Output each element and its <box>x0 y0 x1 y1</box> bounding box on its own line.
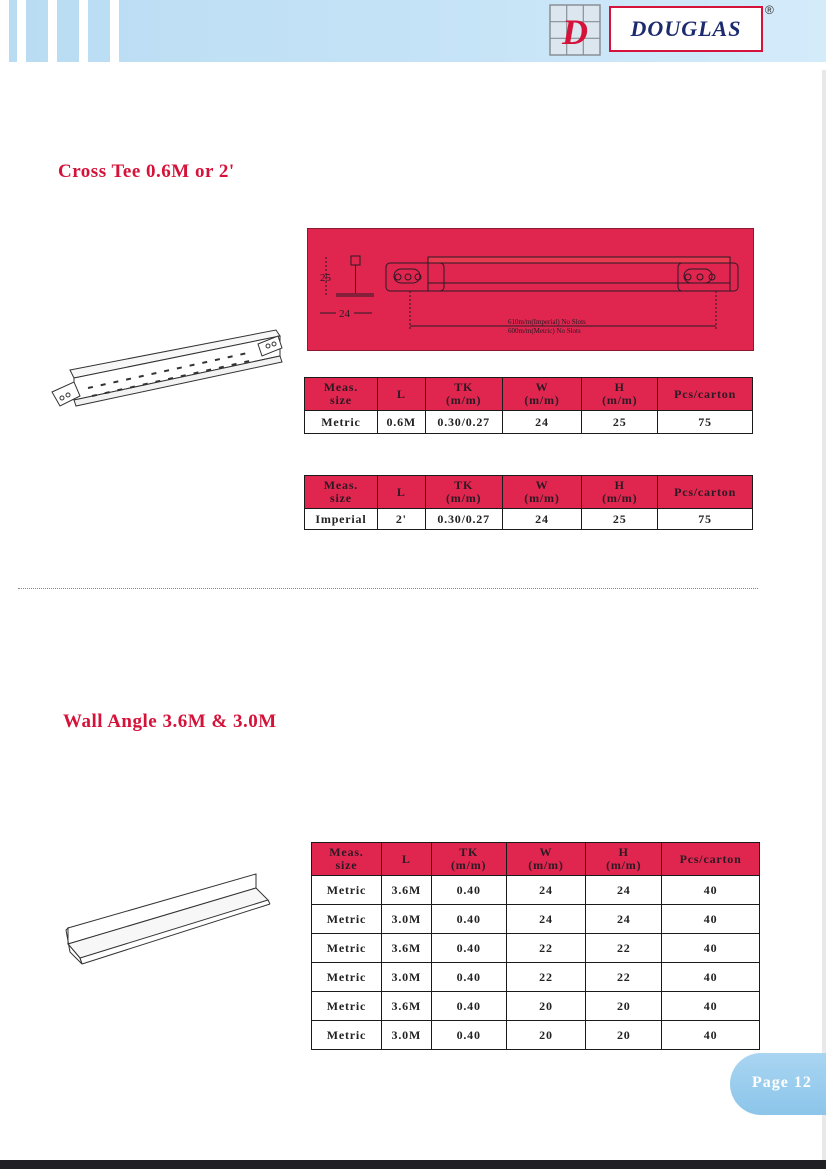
table-cell: 40 <box>662 963 760 992</box>
table-cell: 24 <box>586 876 662 905</box>
column-header-line1: H <box>614 478 625 492</box>
table-cell: 40 <box>662 992 760 1021</box>
header-stripe <box>17 0 26 62</box>
column-header <box>312 843 382 876</box>
column-header <box>662 843 760 876</box>
table-row <box>312 992 760 1021</box>
table-cell: 75 <box>658 509 753 530</box>
table-cell: 40 <box>662 905 760 934</box>
header-stripe <box>0 0 9 62</box>
logo-initial: D <box>562 12 588 52</box>
registered-mark: ® <box>765 3 774 17</box>
table-header-row <box>305 476 753 509</box>
table-cell: 3.0M <box>381 963 431 992</box>
column-header <box>658 378 753 411</box>
page-number-tab <box>730 1053 826 1115</box>
column-header-line2: (m/m) <box>602 491 638 505</box>
column-header-line2: (m/m) <box>445 491 482 505</box>
column-header <box>582 476 658 509</box>
table-cell: 0.30/0.27 <box>425 411 502 434</box>
logo-grid-icon <box>549 4 601 56</box>
page-number: Page 12 <box>752 1074 812 1091</box>
table-cell: 0.30/0.27 <box>425 509 502 530</box>
table-cell: 2' <box>377 509 425 530</box>
wall-angle-table <box>311 842 760 1050</box>
column-header <box>502 476 582 509</box>
wall-angle-illustration <box>60 868 275 973</box>
table-row <box>312 934 760 963</box>
table-row <box>312 1021 760 1050</box>
table-cell: 24 <box>586 905 662 934</box>
column-header <box>582 378 658 411</box>
table-row <box>305 509 753 530</box>
column-header-line1: TK <box>454 478 474 492</box>
column-header-line1: W <box>539 845 553 859</box>
table-row <box>305 411 753 434</box>
column-header-line1: L <box>401 851 411 866</box>
column-header-line1: Meas. <box>323 478 359 492</box>
column-header <box>425 378 502 411</box>
header-stripe <box>110 0 119 62</box>
column-header-line1: H <box>618 845 629 859</box>
table-cell: 24 <box>506 905 586 934</box>
table-cell: 0.40 <box>431 934 506 963</box>
table-cell: 0.6M <box>377 411 425 434</box>
table-cell: 3.6M <box>381 876 431 905</box>
footer-bar <box>0 1160 826 1169</box>
column-header <box>381 843 431 876</box>
table-cell: 0.40 <box>431 963 506 992</box>
cross-tee-diagram <box>307 228 754 351</box>
column-header-line2: size <box>329 393 352 407</box>
column-header <box>377 378 425 411</box>
column-header-line1: Meas. <box>329 845 364 859</box>
table-cell: 22 <box>506 934 586 963</box>
column-header-line1: Pcs/carton <box>674 386 737 401</box>
column-header-line2: (m/m) <box>446 393 482 407</box>
column-header-line2: (m/m) <box>524 491 560 505</box>
table-cell: Metric <box>305 411 378 434</box>
column-header-line1: Pcs/carton <box>679 851 742 866</box>
column-header <box>502 378 582 411</box>
table-cell: Metric <box>312 905 382 934</box>
table-cell: Metric <box>312 934 382 963</box>
header-stripe <box>79 0 88 62</box>
table-cell: Metric <box>312 992 382 1021</box>
column-header-line1: W <box>535 478 549 492</box>
column-header-line1: L <box>396 386 406 401</box>
table-cell: 3.0M <box>381 1021 431 1050</box>
table-cell: Metric <box>312 963 382 992</box>
column-header-line2: size <box>330 491 352 505</box>
column-header-line1: W <box>535 380 549 394</box>
column-header <box>425 476 502 509</box>
table-cell: 20 <box>586 1021 662 1050</box>
table-cell: Metric <box>312 876 382 905</box>
table-cell: 22 <box>586 963 662 992</box>
table-row <box>312 963 760 992</box>
column-header <box>586 843 662 876</box>
table-cell: 25 <box>582 411 658 434</box>
table-cell: 75 <box>658 411 753 434</box>
section-title-wall-angle: Wall Angle 3.6M & 3.0M <box>63 711 277 732</box>
table-cell: 3.6M <box>381 992 431 1021</box>
column-header-line2: (m/m) <box>528 858 564 872</box>
table-cell: 3.0M <box>381 905 431 934</box>
column-header <box>506 843 586 876</box>
column-header-line2: (m/m) <box>524 393 560 407</box>
column-header-line1: TK <box>454 380 474 394</box>
table-header-row <box>305 378 753 411</box>
table-cell: 3.6M <box>381 934 431 963</box>
header-stripe <box>48 0 57 62</box>
diagram-height-label: 25 <box>320 272 331 284</box>
column-header-line1: H <box>614 380 625 394</box>
table-cell: 24 <box>502 411 582 434</box>
table-header-row <box>312 843 760 876</box>
table-row <box>312 905 760 934</box>
header-banner <box>0 0 826 62</box>
table-cell: 22 <box>586 934 662 963</box>
table-cell: 40 <box>662 1021 760 1050</box>
cross-tee-metric-table <box>304 377 753 434</box>
diagram-width-label: 24 <box>339 308 350 320</box>
diagram-note-metric: 600m/m(Metric) No Slots <box>508 327 581 335</box>
table-cell: 24 <box>506 876 586 905</box>
column-header-line1: Meas. <box>323 380 359 394</box>
column-header <box>305 378 378 411</box>
column-header <box>377 476 425 509</box>
table-cell: 20 <box>506 1021 586 1050</box>
table-cell: 0.40 <box>431 876 506 905</box>
column-header <box>658 476 753 509</box>
table-cell: 40 <box>662 934 760 963</box>
diagram-note-imperial: 610m/m(Imperial) No Slots <box>508 318 586 326</box>
cross-tee-imperial-table <box>304 475 753 530</box>
cross-tee-illustration <box>40 322 290 427</box>
page-edge <box>822 70 826 1160</box>
table-row <box>312 876 760 905</box>
column-header-line1: Pcs/carton <box>674 484 737 499</box>
column-header-line1: TK <box>459 845 479 859</box>
column-header <box>305 476 378 509</box>
column-header-line2: (m/m) <box>602 393 638 407</box>
brand-logo <box>609 6 763 52</box>
brand-name: DOUGLAS <box>630 16 742 41</box>
table-cell: 20 <box>586 992 662 1021</box>
table-cell: 25 <box>582 509 658 530</box>
column-header <box>431 843 506 876</box>
table-cell: 0.40 <box>431 1021 506 1050</box>
section-title-cross-tee: Cross Tee 0.6M or 2' <box>58 161 235 182</box>
table-cell: 0.40 <box>431 905 506 934</box>
table-cell: Metric <box>312 1021 382 1050</box>
table-cell: 22 <box>506 963 586 992</box>
table-cell: 24 <box>502 509 582 530</box>
table-cell: 20 <box>506 992 586 1021</box>
column-header-line2: size <box>335 858 358 872</box>
table-cell: Imperial <box>305 509 378 530</box>
table-cell: 0.40 <box>431 992 506 1021</box>
column-header-line2: (m/m) <box>606 858 642 872</box>
table-cell: 40 <box>662 876 760 905</box>
column-header-line1: L <box>396 484 406 499</box>
section-divider <box>18 588 758 589</box>
column-header-line2: (m/m) <box>451 858 487 872</box>
